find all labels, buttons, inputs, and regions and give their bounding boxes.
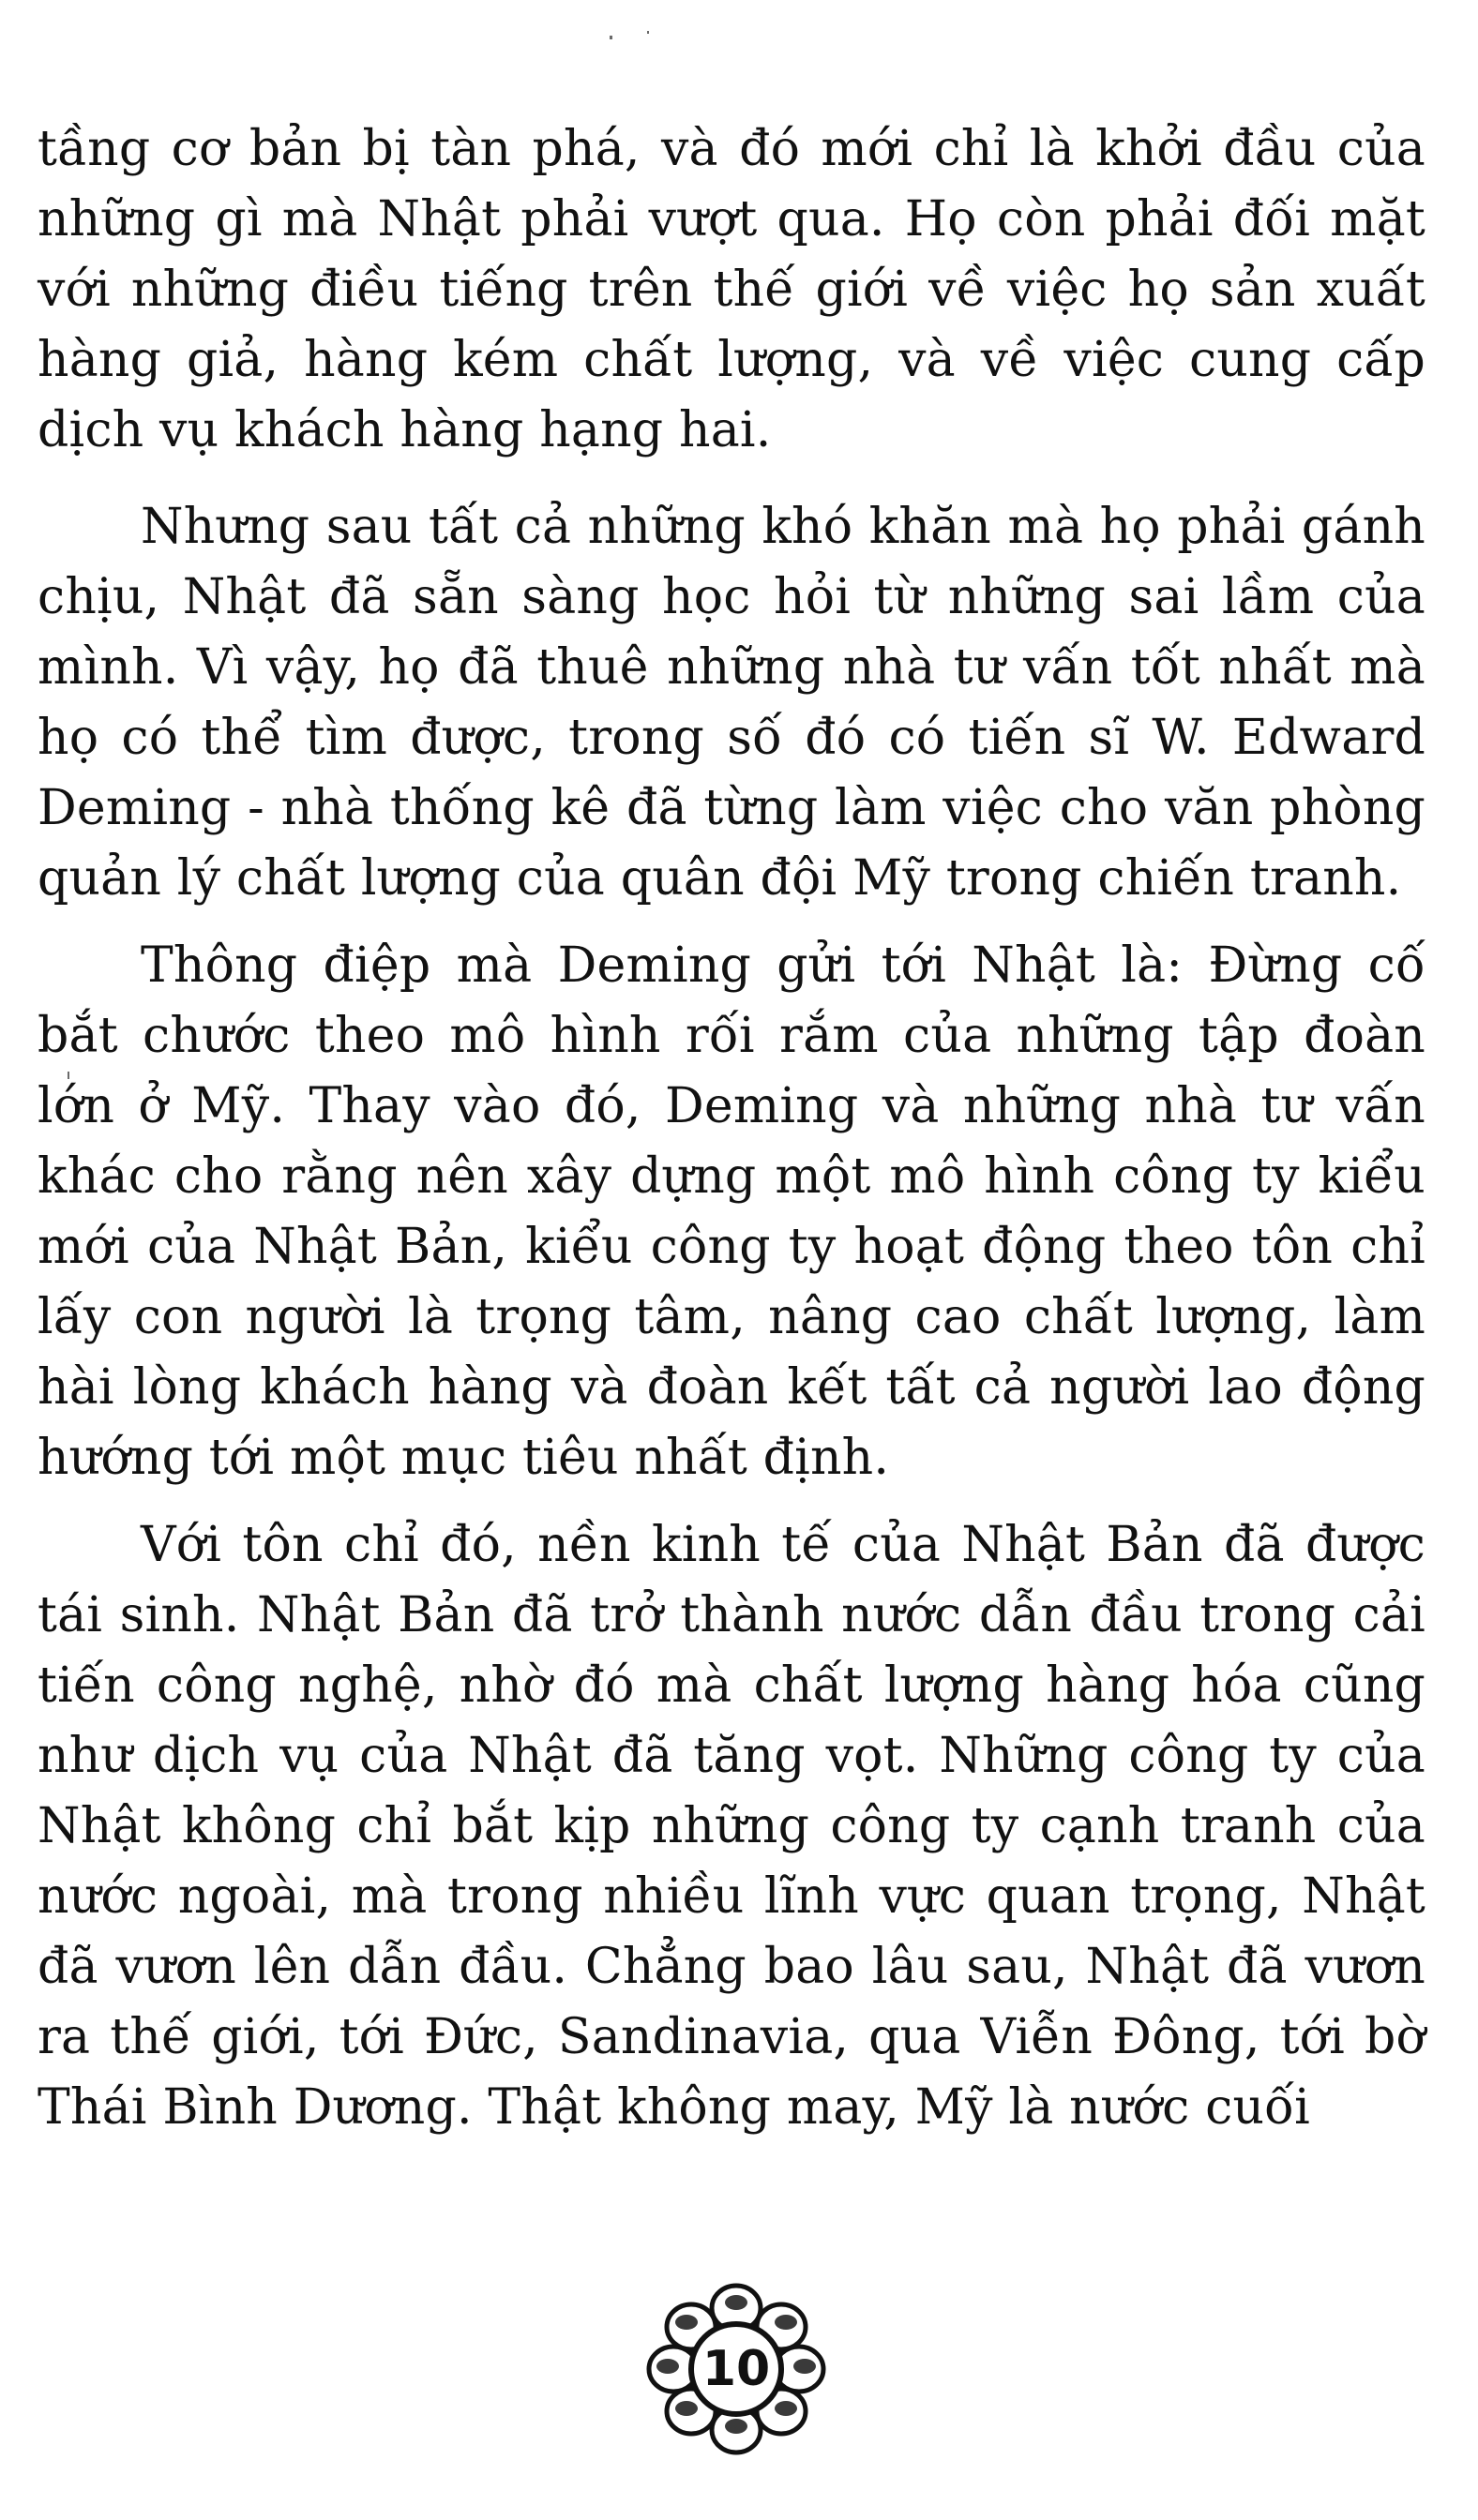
page-number: 10 xyxy=(701,2341,771,2397)
paragraph-3: Thông điệp mà Deming gửi tới Nhật là: Đừng cố bắt chước theo mô hình rối rắm của những tập đoàn lớn ở Mỹ. Thay vào đó, Deming và những nhà tư vấn khác cho rằng nên xây dựng một mô hình công ty kiểu mới của Nhật Bản, kiểu công ty hoạt động theo tôn chỉ lấy con người là trọng tâm, nâng cao chất lượng, làm hài lòng khách hàng và đoàn kết tất cả người lao động hướng tới một mục tiêu nhất định. xyxy=(38,938,1425,1486)
paragraph-1: tầng cơ bản bị tàn phá, và đó mới chỉ là khởi đầu của những gì mà Nhật phải vượt qua. Họ còn phải đối mặt với những điều tiếng trên thế giới về việc họ sản xuất hàng giả, hàng kém chất lượng, và về việc cung cấp dịch vụ khách hàng hạng hai. xyxy=(38,121,1425,458)
body-text xyxy=(38,114,1425,2143)
page-number-ornament xyxy=(640,2280,833,2458)
scan-speck xyxy=(647,31,649,34)
paragraph-2: Nhưng sau tất cả những khó khăn mà họ phải gánh chịu, Nhật đã sẵn sàng học hỏi từ những sai lầm của mình. Vì vậy, họ đã thuê những nhà tư vấn tốt nhất mà họ có thể tìm được, trong số đó có tiến sĩ W. Edward Deming - nhà thống kê đã từng làm việc cho văn phòng quản lý chất lượng của quân đội Mỹ trong chiến tranh. xyxy=(38,499,1425,907)
scan-speck xyxy=(610,36,612,39)
paragraph-4: Với tôn chỉ đó, nền kinh tế của Nhật Bản đã được tái sinh. Nhật Bản đã trở thành nước dẫn đầu trong cải tiến công nghệ, nhờ đó mà chất lượng hàng hóa cũng như dịch vụ của Nhật đã tăng vọt. Những công ty của Nhật không chỉ bắt kịp những công ty cạnh tranh của nước ngoài, mà trong nhiều lĩnh vực quan trọng, Nhật đã vươn lên dẫn đầu. Chẳng bao lâu sau, Nhật đã vươn ra thế giới, tới Đức, Sandinavia, qua Viễn Đông, tới bờ Thái Bình Dương. Thật không may, Mỹ là nước cuối xyxy=(38,1517,1425,2136)
